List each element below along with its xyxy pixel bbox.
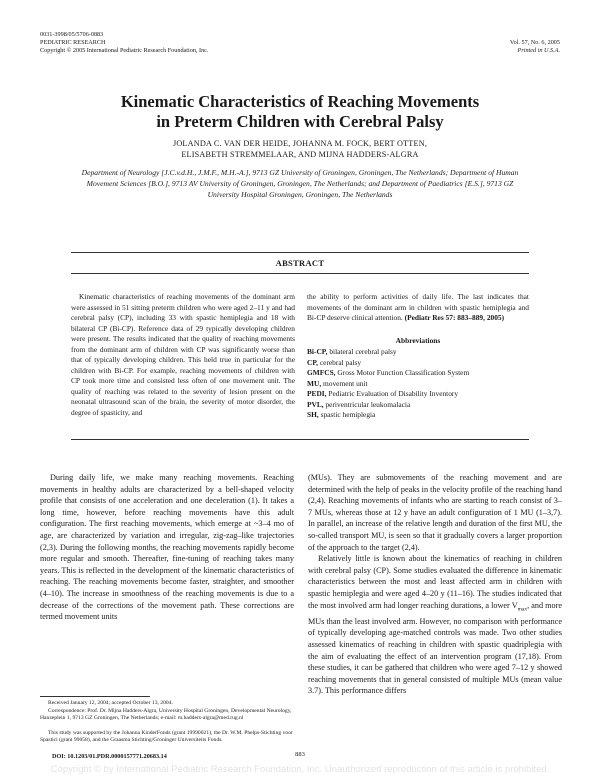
doi: DOI: 10.1203/01.PDR.0000157771.20683.14 — [52, 753, 167, 760]
abbreviation-definition: periventricular leukomalacia — [323, 399, 411, 409]
paragraph-text: , and more MUs than the least involved arm. However, no comparison with performance of typically developing age-matched controls was made. Two other studies assessed kinematics of reaching in children with spastic quadriplegia with the aim of evaluating the effect of an intervention program (17,18). From these studies, it can be gathered that children who were aged 7–12 y showed reaching movements that in general consisted of multiple MUs (mean value 3.7). This performance differs — [308, 600, 562, 696]
abbreviation-item — [307, 379, 529, 390]
abbreviation-term: GMFCS, — [307, 368, 336, 377]
abbreviation-term: CP, — [307, 357, 319, 367]
abbreviation-item — [307, 358, 529, 369]
abstract-continuation — [307, 292, 529, 324]
abbreviation-definition: movement unit — [321, 378, 368, 388]
article-title — [40, 92, 560, 132]
abbreviation-term: SH, — [307, 410, 319, 419]
paragraph-text: Relatively little is known about the kinematics of reaching in children with cerebral palsy (CP). Some studies evaluated the difference in kinematic characteristics between the most and least affected arm in children with spastic hemiplegia and were aged 4–20 y (11–16). The studies indicated that the most involved arm had longer reaching durations, a lower V — [308, 554, 562, 610]
abbreviation-term: MU, — [307, 378, 322, 388]
citation: (Pediatr Res 57: 883–889, 2005) — [404, 313, 505, 322]
abbreviation-item — [307, 389, 529, 400]
abbreviations-list — [307, 347, 529, 421]
abstract-heading-rule — [71, 273, 529, 274]
title-line-1: Kinematic Characteristics of Reaching Movements — [120, 92, 480, 111]
abbreviation-definition: bilateral cerebral palsy — [327, 347, 397, 356]
authors-line-1: JOLANDA C. VAN DER HEIDE, JOHANNA M. FOCK, BERT OTTEN, — [172, 139, 428, 148]
copyright-watermark: Copyright © by International Pediatric Research Foundation, Inc. Unauthorized reproduction of this article is prohibited. — [50, 764, 550, 775]
body-left-column: During daily life, we make many reaching movements. Reaching movements in healthy adults are characterized by a bell-shaped velocity profile that consists of one acceleration and one deceleration (1). It takes a long time, however, before reaching movements have this adult configuration. The first reaching movements, which emerge at ~3–4 mo of age, are characterized by variation and irregular, zig-zag–like trajectories (2,3). During the following months, the reaching movements rapidly become more regular and smooth. Thereafter, fine-tuning of reaching takes many years. This is reflected in the development of the kinematic characteristics of reaching. The reaching movements become faster, straighter, and smoother (4–10). The increase in smoothness of the reaching movements is due to a decrease of the corrections of the movement path. These corrections are termed movement units — [40, 473, 294, 622]
abbreviation-item — [307, 410, 529, 421]
title-line-2: in Preterm Children with Cerebral Palsy — [156, 112, 444, 131]
abbreviation-definition: Pediatric Evaluation of Disability Inventory — [326, 389, 459, 398]
volume-info: Vol. 57, No. 6, 2005 — [509, 39, 560, 46]
abbreviation-term: Bi-CP, — [307, 347, 328, 356]
abstract-right-column — [307, 292, 529, 421]
body-paragraph — [308, 553, 562, 697]
author-list — [40, 138, 560, 160]
abstract-heading: ABSTRACT — [275, 258, 325, 268]
abbreviation-term: PEDI, — [307, 389, 327, 398]
support-note: This study was supported by the Johanna KinderFonds (grant 19990021), the Dr. W.M. Phelps-Stichting voor Spastici (grant 99058), and the Graasma Stichting/Groninger Universiteits Fonds. — [40, 730, 293, 744]
abbreviation-definition: cerebral palsy — [318, 357, 362, 367]
abbreviation-term: PVL, — [307, 399, 324, 409]
received-note: Received January 12, 2004; accepted October 13, 2004. — [48, 700, 173, 706]
body-paragraph: (MUs). They are submovements of the reaching movement and are determined with the help of peaks in the velocity profile of the reaching hand (2,4). Reaching movements of infants who are starting to reach consist of 3–7 MUs, whereas those at 12 y have an adult configuration of 1 MU (1–3,7). In parallel, an increase of the relative length and duration of the first MU, the so-called transport MU, is seen so that it gradually covers a larger proportion of the approach to the target (2,4). — [308, 473, 562, 552]
abstract-top-rule — [71, 252, 529, 253]
correspondence-note: Correspondence: Prof. Dr. Mijna Hadders-Algra, University Hospital Groningen, Developmental Neurology, Hanzeplein 1, 9713 GZ Groningen, The Netherlands; e-mail: m.hadders-algra@med.rug.nl — [40, 708, 292, 722]
copyright-line: Copyright © 2005 International Pediatric Research Foundation, Inc. — [40, 47, 209, 54]
abbreviation-item — [307, 400, 529, 411]
abbreviation-item — [307, 347, 529, 358]
affiliations: Department of Neurology [J.C.v.d.H., J.M.F., M.H.-A.], 9713 GZ University of Groningen, Groningen, The Netherlands; Department of Human Movement Sciences [B.O.], 9713 AV University of Groningen, Groningen, The Netherlands; and Department of Paediatrics [E.S.], 9713 GZ University Hospital Groningen, Groningen, The Netherlands — [81, 168, 519, 199]
abbreviations-heading: Abbreviations — [395, 335, 441, 345]
page-number: 883 — [295, 751, 305, 758]
abbreviation-definition: Gross Motor Function Classification System — [335, 368, 470, 377]
journal-name: PEDIATRIC RESEARCH — [40, 39, 106, 46]
abstract-text: Kinematic characteristics of reaching movements of the dominant arm were assessed in 51 sitting preterm children who were aged 2–11 y and had cerebral palsy (CP), including 33 with spastic hemiplegia and 18 with bilateral CP (Bi-CP). Reference data of 29 typically developing children were present. The results indicated that the quality of reaching movements from the dominant arm of children with CP was significantly worse than that of typically developing children. This held true in particular for the children with Bi-CP. For example, reaching movements of children with CP took more time and consisted less often of one movement unit. The quality of reaching was related to the severity of lesion present on the neonatal ultrasound scan of the brain, the severity of motor disorder, the degree of spasticity, and — [71, 292, 295, 417]
issn-code: 0031-3998/05/5706-0883 — [40, 31, 104, 38]
running-header-right — [510, 39, 560, 55]
footnote-rule — [40, 696, 150, 697]
abstract-bottom-rule — [71, 439, 529, 440]
abstract-text-end: the ability to perform activities of daily life. The last indicates that movements of the dominant arm in children with spastic hemiplegia and Bi-CP deserve clinical attention. — [307, 292, 529, 322]
running-header-left — [40, 31, 208, 55]
authors-line-2: ELISABETH STREMMELAAR, AND MIJNA HADDERS-ALGRA — [181, 150, 419, 159]
vmax-subscript: max — [517, 606, 528, 613]
abbreviation-definition: spastic hemiplegia — [318, 410, 376, 419]
body-right-column — [308, 472, 562, 697]
printed-in: Printed in U.S.A. — [517, 47, 560, 54]
abbreviation-item — [307, 368, 529, 379]
